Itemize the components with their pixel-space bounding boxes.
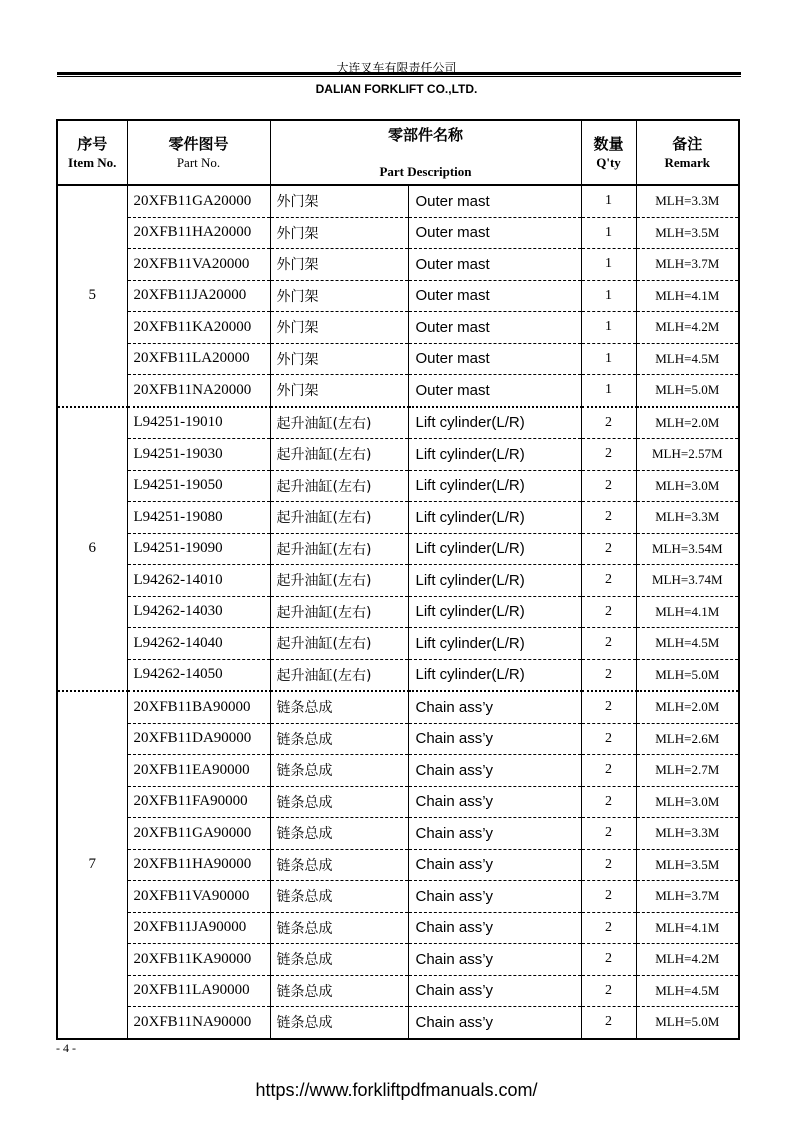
table-row [57, 849, 739, 881]
quantity-cell: 2 [581, 944, 636, 976]
part-number-cell: L94251-19010 [127, 407, 270, 439]
part-name-cn-cell: 链条总成 [270, 755, 408, 787]
quantity-cell: 2 [581, 407, 636, 439]
part-name-cn-cell: 外门架 [270, 185, 408, 217]
col-remark-cn: 备注 [672, 134, 703, 153]
part-name-en-cell: Lift cylinder(L/R) [408, 628, 581, 660]
table-header-row [57, 120, 739, 185]
table-row [57, 185, 739, 217]
table-row [57, 755, 739, 787]
part-name-en-cell: Chain ass’y [408, 786, 581, 818]
part-number-cell: L94262-14010 [127, 565, 270, 597]
col-part-no-cn: 零件图号 [168, 134, 229, 153]
remark-cell: MLH=2.0M [636, 691, 739, 723]
part-name-en-cell: Chain ass’y [408, 691, 581, 723]
part-name-en-cell: Outer mast [408, 185, 581, 217]
item-number-cell: 7 [57, 691, 127, 1039]
page-number: - 4 - [56, 1041, 76, 1055]
part-number-cell: 20XFB11KA20000 [127, 312, 270, 344]
part-name-cn-cell: 外门架 [270, 217, 408, 249]
remark-cell: MLH=3.3M [636, 502, 739, 534]
part-name-cn-cell: 外门架 [270, 312, 408, 344]
quantity-cell: 2 [581, 439, 636, 471]
part-name-cn-cell: 外门架 [270, 249, 408, 281]
remark-cell: MLH=3.5M [636, 217, 739, 249]
part-name-cn-cell: 链条总成 [270, 849, 408, 881]
table-row [57, 912, 739, 944]
quantity-cell: 2 [581, 691, 636, 723]
col-remark-en: Remark [664, 154, 710, 170]
part-number-cell: 20XFB11EA90000 [127, 755, 270, 787]
part-name-cn-cell: 链条总成 [270, 786, 408, 818]
quantity-cell: 1 [581, 217, 636, 249]
table-row [57, 343, 739, 375]
part-name-cn-cell: 链条总成 [270, 723, 408, 755]
remark-cell: MLH=3.3M [636, 818, 739, 850]
part-name-en-cell: Chain ass’y [408, 818, 581, 850]
col-item-no-cn: 序号 [77, 134, 108, 153]
quantity-cell: 2 [581, 849, 636, 881]
col-desc-cn: 零部件名称 [387, 125, 463, 144]
part-name-cn-cell: 外门架 [270, 280, 408, 312]
part-name-en-cell: Chain ass’y [408, 849, 581, 881]
table-row [57, 502, 739, 534]
source-url[interactable]: https://www.forkliftpdfmanuals.com/ [255, 1080, 538, 1100]
col-item-no-en: Item No. [68, 154, 117, 170]
quantity-cell: 2 [581, 786, 636, 818]
remark-cell: MLH=3.5M [636, 849, 739, 881]
part-number-cell: L94251-19090 [127, 533, 270, 565]
col-desc-en: Part Description [379, 163, 472, 179]
part-name-en-cell: Chain ass’y [408, 755, 581, 787]
remark-cell: MLH=3.7M [636, 881, 739, 913]
part-name-en-cell: Outer mast [408, 375, 581, 407]
table-row [57, 596, 739, 628]
quantity-cell: 2 [581, 975, 636, 1007]
part-number-cell: 20XFB11DA90000 [127, 723, 270, 755]
col-qty-en: Q'ty [596, 154, 621, 170]
quantity-cell: 1 [581, 280, 636, 312]
quantity-cell: 1 [581, 312, 636, 344]
part-name-en-cell: Lift cylinder(L/R) [408, 470, 581, 502]
remark-cell: MLH=5.0M [636, 659, 739, 691]
remark-cell: MLH=5.0M [636, 1007, 739, 1039]
quantity-cell: 2 [581, 755, 636, 787]
remark-cell: MLH=3.0M [636, 786, 739, 818]
quantity-cell: 2 [581, 912, 636, 944]
remark-cell: MLH=4.1M [636, 596, 739, 628]
quantity-cell: 1 [581, 249, 636, 281]
table-row [57, 533, 739, 565]
remark-cell: MLH=2.0M [636, 407, 739, 439]
quantity-cell: 2 [581, 470, 636, 502]
part-number-cell: 20XFB11VA90000 [127, 881, 270, 913]
table-row [57, 375, 739, 407]
quantity-cell: 2 [581, 659, 636, 691]
item-number-cell: 6 [57, 407, 127, 692]
quantity-cell: 2 [581, 818, 636, 850]
col-remark [636, 120, 739, 185]
remark-cell: MLH=3.7M [636, 249, 739, 281]
quantity-cell: 2 [581, 881, 636, 913]
remark-cell: MLH=4.5M [636, 343, 739, 375]
part-name-en-cell: Outer mast [408, 217, 581, 249]
part-name-en-cell: Lift cylinder(L/R) [408, 502, 581, 534]
table-row [57, 944, 739, 976]
item-number-cell: 5 [57, 185, 127, 407]
part-number-cell: 20XFB11LA90000 [127, 975, 270, 1007]
remark-cell: MLH=3.54M [636, 533, 739, 565]
table-row [57, 312, 739, 344]
remark-cell: MLH=2.57M [636, 439, 739, 471]
part-name-cn-cell: 外门架 [270, 375, 408, 407]
part-name-en-cell: Lift cylinder(L/R) [408, 659, 581, 691]
remark-cell: MLH=4.2M [636, 312, 739, 344]
col-item-no [57, 120, 127, 185]
part-name-cn-cell: 外门架 [270, 343, 408, 375]
part-number-cell: L94262-14030 [127, 596, 270, 628]
part-name-en-cell: Chain ass’y [408, 912, 581, 944]
part-number-cell: L94251-19050 [127, 470, 270, 502]
col-qty-cn: 数量 [593, 134, 624, 153]
part-number-cell: 20XFB11GA90000 [127, 818, 270, 850]
part-number-cell: 20XFB11NA90000 [127, 1007, 270, 1039]
remark-cell: MLH=4.5M [636, 975, 739, 1007]
table-row [57, 723, 739, 755]
part-name-en-cell: Chain ass’y [408, 1007, 581, 1039]
part-name-cn-cell: 链条总成 [270, 975, 408, 1007]
part-name-cn-cell: 起升油缸(左右) [270, 659, 408, 691]
part-name-cn-cell: 起升油缸(左右) [270, 628, 408, 660]
remark-cell: MLH=3.74M [636, 565, 739, 597]
table-row [57, 565, 739, 597]
remark-cell: MLH=4.5M [636, 628, 739, 660]
remark-cell: MLH=4.1M [636, 280, 739, 312]
part-number-cell: 20XFB11GA20000 [127, 185, 270, 217]
part-number-cell: L94251-19030 [127, 439, 270, 471]
part-name-en-cell: Outer mast [408, 280, 581, 312]
part-number-cell: 20XFB11NA20000 [127, 375, 270, 407]
part-name-cn-cell: 链条总成 [270, 944, 408, 976]
quantity-cell: 2 [581, 502, 636, 534]
quantity-cell: 2 [581, 1007, 636, 1039]
remark-cell: MLH=2.6M [636, 723, 739, 755]
quantity-cell: 2 [581, 565, 636, 597]
parts-table [56, 119, 740, 1040]
part-name-en-cell: Lift cylinder(L/R) [408, 407, 581, 439]
remark-cell: MLH=3.0M [636, 470, 739, 502]
remark-cell: MLH=4.1M [636, 912, 739, 944]
part-name-en-cell: Chain ass’y [408, 881, 581, 913]
part-name-en-cell: Outer mast [408, 249, 581, 281]
parts-table-body [57, 185, 739, 1039]
table-row [57, 628, 739, 660]
table-row [57, 217, 739, 249]
part-name-cn-cell: 链条总成 [270, 881, 408, 913]
quantity-cell: 2 [581, 628, 636, 660]
company-name-cn: 大连叉车有限责任公司 [336, 61, 457, 75]
part-name-cn-cell: 链条总成 [270, 1007, 408, 1039]
header-rule-thick [57, 72, 741, 75]
remark-cell: MLH=3.3M [636, 185, 739, 217]
part-number-cell: 20XFB11JA20000 [127, 280, 270, 312]
part-name-cn-cell: 起升油缸(左右) [270, 596, 408, 628]
table-row [57, 439, 739, 471]
part-name-cn-cell: 链条总成 [270, 818, 408, 850]
part-number-cell: 20XFB11JA90000 [127, 912, 270, 944]
col-part-no-en: Part No. [176, 154, 221, 170]
part-name-cn-cell: 起升油缸(左右) [270, 502, 408, 534]
table-row [57, 691, 739, 723]
part-number-cell: 20XFB11HA90000 [127, 849, 270, 881]
part-name-cn-cell: 起升油缸(左右) [270, 533, 408, 565]
part-number-cell: 20XFB11KA90000 [127, 944, 270, 976]
part-number-cell: L94262-14050 [127, 659, 270, 691]
part-name-cn-cell: 起升油缸(左右) [270, 407, 408, 439]
quantity-cell: 1 [581, 185, 636, 217]
part-number-cell: 20XFB11LA20000 [127, 343, 270, 375]
part-number-cell: 20XFB11BA90000 [127, 691, 270, 723]
quantity-cell: 2 [581, 723, 636, 755]
part-number-cell: 20XFB11HA20000 [127, 217, 270, 249]
remark-cell: MLH=4.2M [636, 944, 739, 976]
table-row [57, 249, 739, 281]
table-row [57, 975, 739, 1007]
remark-cell: MLH=2.7M [636, 755, 739, 787]
company-name-en: DALIAN FORKLIFT CO.,LTD. [315, 82, 478, 96]
part-name-en-cell: Lift cylinder(L/R) [408, 596, 581, 628]
col-part-description [270, 120, 581, 185]
table-row [57, 659, 739, 691]
part-name-en-cell: Chain ass’y [408, 975, 581, 1007]
part-name-cn-cell: 链条总成 [270, 912, 408, 944]
table-row [57, 881, 739, 913]
part-number-cell: 20XFB11FA90000 [127, 786, 270, 818]
quantity-cell: 1 [581, 343, 636, 375]
part-name-cn-cell: 起升油缸(左右) [270, 439, 408, 471]
table-row [57, 470, 739, 502]
part-name-en-cell: Lift cylinder(L/R) [408, 533, 581, 565]
part-name-en-cell: Lift cylinder(L/R) [408, 565, 581, 597]
table-row [57, 786, 739, 818]
table-row [57, 280, 739, 312]
table-row [57, 407, 739, 439]
part-number-cell: 20XFB11VA20000 [127, 249, 270, 281]
part-name-cn-cell: 起升油缸(左右) [270, 470, 408, 502]
part-name-en-cell: Outer mast [408, 312, 581, 344]
part-name-cn-cell: 起升油缸(左右) [270, 565, 408, 597]
part-name-en-cell: Outer mast [408, 343, 581, 375]
part-name-en-cell: Chain ass’y [408, 723, 581, 755]
part-number-cell: L94262-14040 [127, 628, 270, 660]
part-name-en-cell: Lift cylinder(L/R) [408, 439, 581, 471]
quantity-cell: 1 [581, 375, 636, 407]
part-name-en-cell: Chain ass’y [408, 944, 581, 976]
col-part-no [127, 120, 270, 185]
part-number-cell: L94251-19080 [127, 502, 270, 534]
header-rule-thin [57, 76, 741, 77]
quantity-cell: 2 [581, 596, 636, 628]
quantity-cell: 2 [581, 533, 636, 565]
part-name-cn-cell: 链条总成 [270, 691, 408, 723]
remark-cell: MLH=5.0M [636, 375, 739, 407]
table-row [57, 1007, 739, 1039]
col-qty [581, 120, 636, 185]
table-row [57, 818, 739, 850]
